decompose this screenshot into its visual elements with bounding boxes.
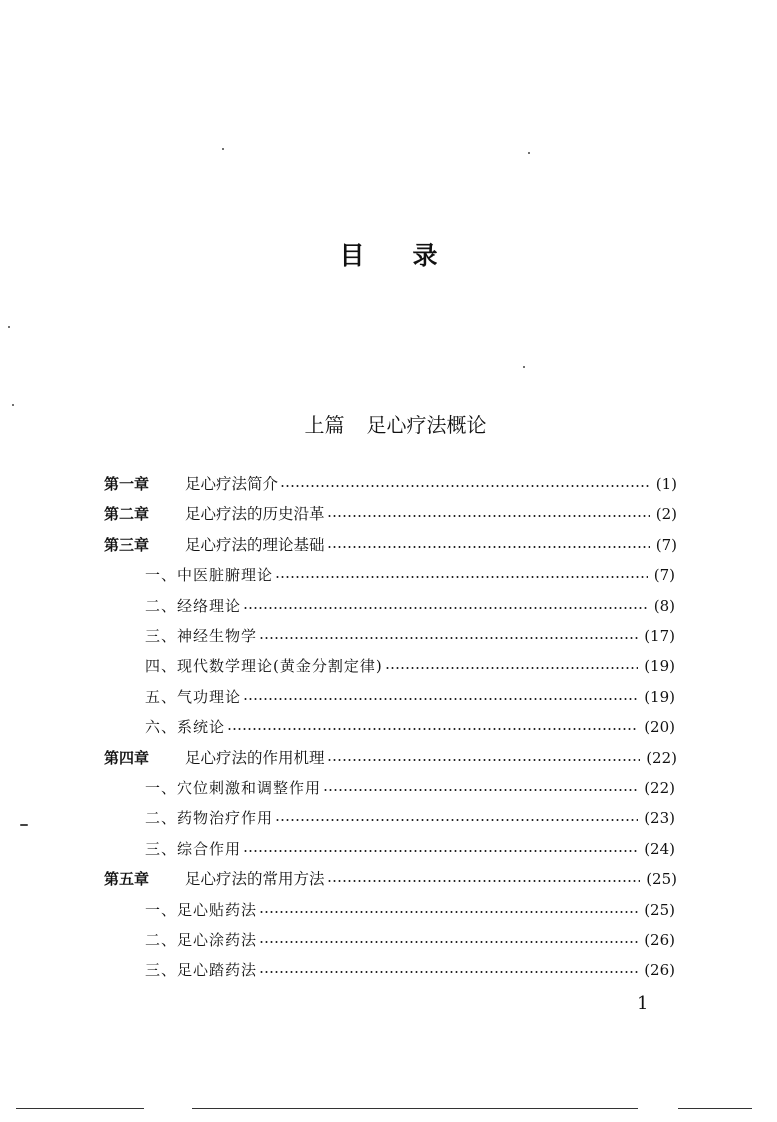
scan-speck — [20, 824, 28, 826]
toc-entry-title: 二、药物治疗作用 — [145, 809, 274, 827]
toc-section-row — [145, 715, 675, 739]
toc-section-row — [145, 654, 675, 678]
toc-dot-leader — [259, 637, 638, 639]
toc-chapter-row — [104, 533, 677, 557]
toc-page-ref: (26) — [644, 931, 675, 949]
toc-section-row — [145, 958, 675, 982]
toc-chapter-label: 第三章 — [104, 536, 150, 554]
toc-entry-title: 六、系统论 — [145, 718, 226, 736]
scan-speck — [528, 152, 530, 154]
part-name: 足心疗法概论 — [366, 413, 487, 437]
toc-page-ref: (22) — [646, 749, 677, 767]
toc-dot-leader — [259, 971, 638, 973]
toc-chapter-label: 第五章 — [104, 870, 150, 888]
toc-entry-title: 足心疗法的作用机理 — [185, 749, 325, 767]
toc-entry-title: 二、经络理论 — [145, 597, 242, 615]
toc-entry-title: 五、气功理论 — [145, 688, 242, 706]
toc-entry-title: 三、神经生物学 — [145, 627, 258, 645]
scan-edge-line — [192, 1108, 638, 1109]
toc-page-ref: (19) — [644, 688, 675, 706]
toc-page-ref: (8) — [653, 597, 675, 615]
toc-chapter-label: 第四章 — [104, 749, 150, 767]
toc-page-ref: (7) — [653, 566, 675, 584]
toc-section-row — [145, 685, 675, 709]
toc-entry-title: 一、中医脏腑理论 — [145, 566, 274, 584]
toc-entry-title: 一、穴位刺激和调整作用 — [145, 779, 322, 797]
toc-page-ref: (23) — [644, 809, 675, 827]
toc-section-row — [145, 837, 675, 861]
toc-dot-leader — [323, 789, 638, 791]
toc-page-ref: (25) — [646, 870, 677, 888]
toc-dot-leader — [275, 576, 648, 578]
toc-section-row — [145, 594, 675, 618]
toc-dot-leader — [243, 850, 638, 852]
scan-speck — [222, 148, 224, 150]
toc-section-row — [145, 806, 675, 830]
toc-dot-leader — [280, 485, 650, 487]
scan-speck — [12, 404, 14, 406]
toc-entry-title: 足心疗法的理论基础 — [185, 536, 325, 554]
toc-dot-leader — [327, 759, 641, 761]
toc-section-row — [145, 776, 675, 800]
toc-dot-leader — [327, 880, 641, 882]
part-label: 上篇 — [304, 413, 345, 437]
toc-dot-leader — [385, 667, 638, 669]
toc-dot-leader — [327, 546, 650, 548]
toc-entry-title: 四、现代数学理论(黄金分割定律) — [145, 657, 383, 675]
toc-dot-leader — [275, 819, 638, 821]
toc-page-ref: (24) — [644, 840, 675, 858]
toc-chapter-row — [104, 472, 677, 496]
toc-chapter-row — [104, 502, 677, 526]
toc-dot-leader — [243, 607, 648, 609]
toc-section-row — [145, 898, 675, 922]
toc-page-ref: (2) — [655, 505, 677, 523]
toc-entry-title: 足心疗法的历史沿革 — [185, 505, 325, 523]
page-title: 目录 — [339, 241, 486, 270]
toc-page-ref: (19) — [644, 657, 675, 675]
toc-page-ref: (26) — [644, 961, 675, 979]
toc-entry-title: 一、足心贴药法 — [145, 901, 258, 919]
toc-dot-leader — [227, 728, 638, 730]
toc-page-ref: (25) — [644, 901, 675, 919]
toc-section-row — [145, 928, 675, 952]
toc-chapter-label: 第二章 — [104, 505, 150, 523]
toc-page-ref: (17) — [644, 627, 675, 645]
toc-section-row — [145, 563, 675, 587]
scan-speck — [523, 366, 525, 368]
toc-dot-leader — [259, 911, 638, 913]
toc-entry-title: 三、综合作用 — [145, 840, 242, 858]
toc-dot-leader — [259, 941, 638, 943]
toc-page-ref: (1) — [655, 475, 677, 493]
toc-chapter-row — [104, 746, 677, 770]
toc-entry-title: 三、足心踏药法 — [145, 961, 258, 979]
toc-section-row — [145, 624, 675, 648]
toc-dot-leader — [327, 515, 650, 517]
toc-page-ref: (7) — [655, 536, 677, 554]
toc-entry-title: 二、足心涂药法 — [145, 931, 258, 949]
toc-chapter-row — [104, 867, 677, 891]
toc-chapter-label: 第一章 — [104, 475, 150, 493]
toc-page-ref: (20) — [644, 718, 675, 736]
page-number: 1 — [637, 993, 649, 1014]
toc-page-ref: (22) — [644, 779, 675, 797]
toc-entry-title: 足心疗法简介 — [185, 475, 279, 493]
scan-speck — [8, 326, 10, 328]
toc-entry-title: 足心疗法的常用方法 — [185, 870, 325, 888]
scan-edge-line — [678, 1108, 752, 1109]
toc-dot-leader — [243, 698, 638, 700]
scan-edge-line — [16, 1108, 144, 1109]
